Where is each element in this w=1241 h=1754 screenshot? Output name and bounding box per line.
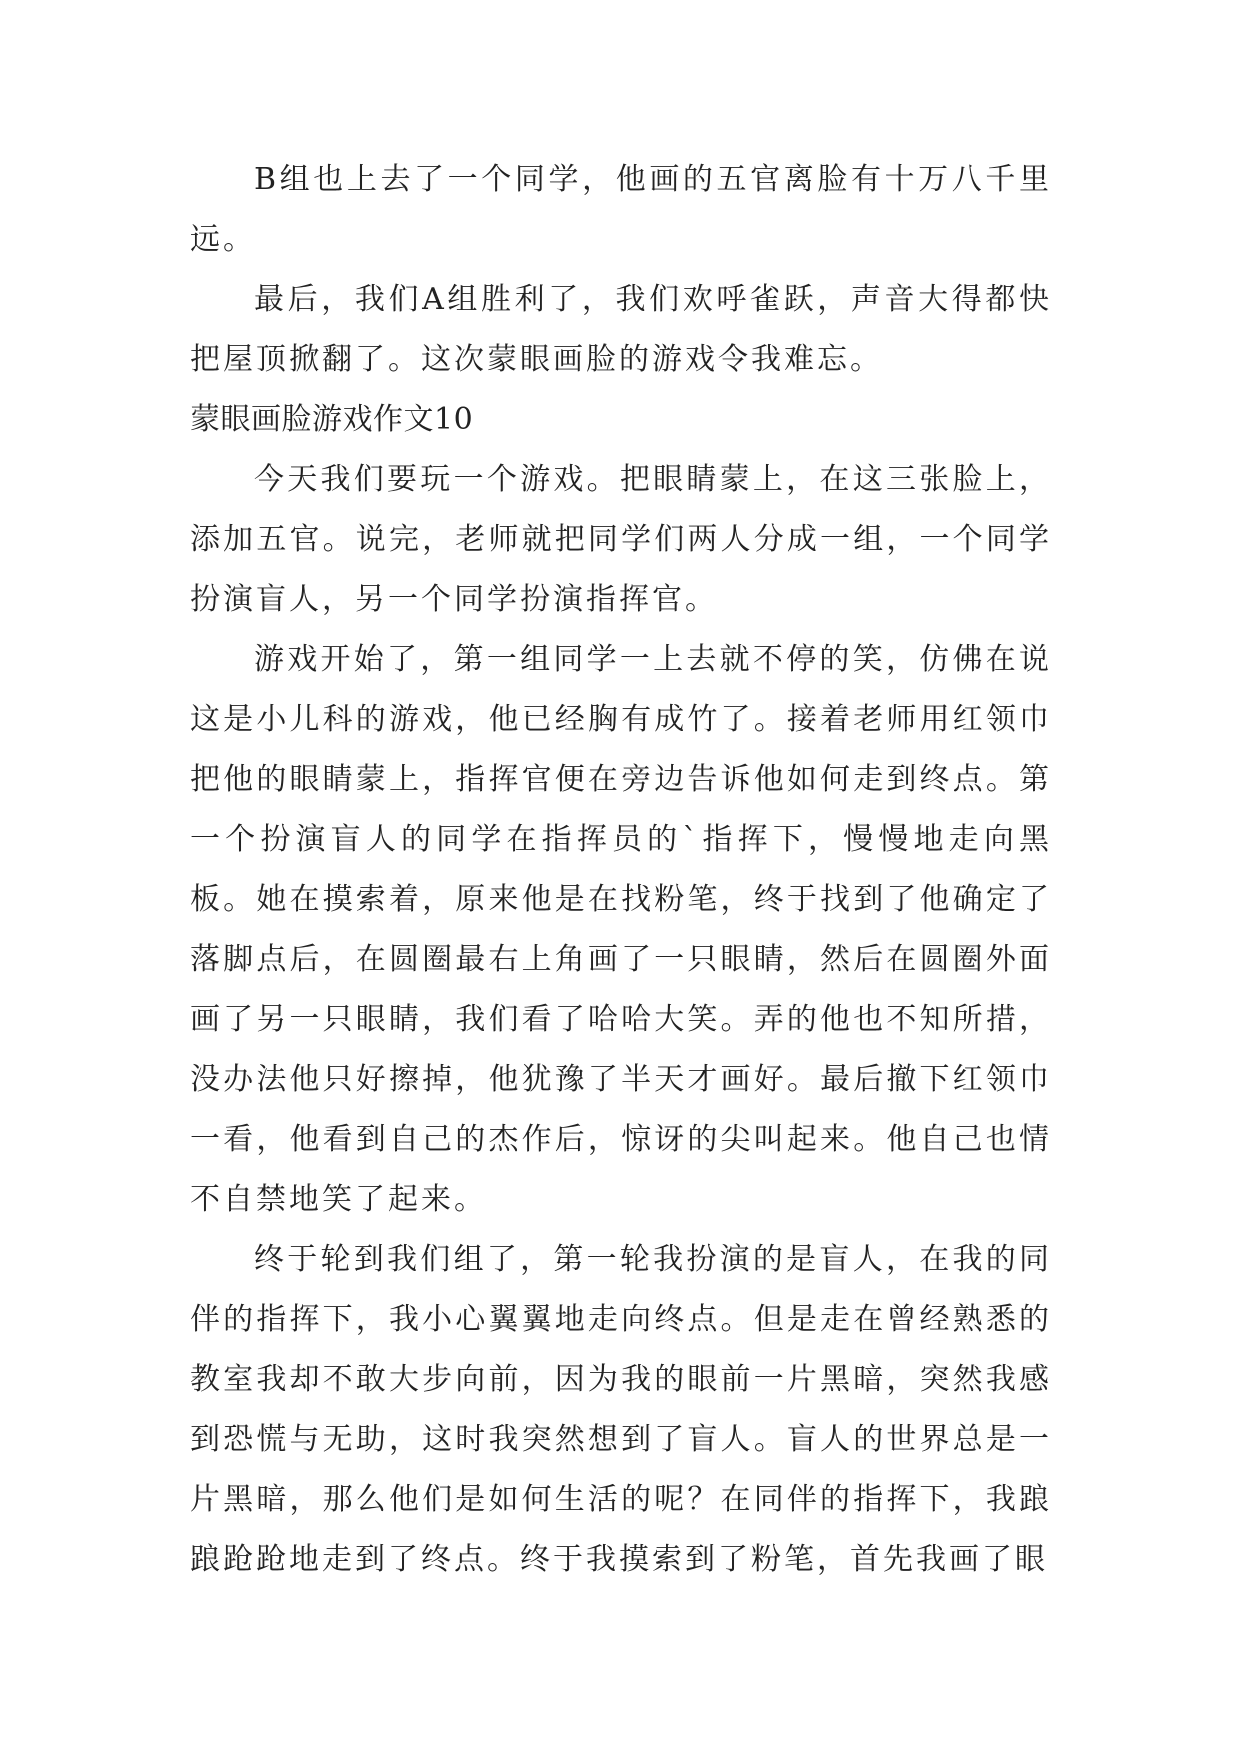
document-body — [190, 150, 1052, 1590]
paragraph-b-group: B组也上去了一个同学，他画的五官离脸有十万八千里远。 — [190, 162, 1052, 257]
paragraph-first-group: 游戏开始了，第一组同学一上去就不停的笑，仿佛在说这是小儿科的游戏，他已经胸有成竹了。接着老师用红领巾把他的眼睛蒙上，指挥官便在旁边告诉他如何走到终点。第一个扮演盲人的同学在指挥员的`指挥下，慢慢地走向黑板。她在摸索着，原来他是在找粉笔，终于找到了他确定了落脚点后，在圆圈最右上角画了一只眼睛，然后在圆圈外面画了另一只眼睛，我们看了哈哈大笑。弄的他也不知所措，没办法他只好擦掉，他犹豫了半天才画好。最后撤下红领巾一看，他看到自己的杰作后，惊讶的尖叫起来。他自己也情不自禁地笑了起来。 — [190, 642, 1052, 1217]
paragraph-a-group-wins: 最后，我们A组胜利了，我们欢呼雀跃，声音大得都快把屋顶掀翻了。这次蒙眼画脸的游戏令我难忘。 — [190, 282, 1052, 377]
paragraph-our-turn: 终于轮到我们组了，第一轮我扮演的是盲人，在我的同伴的指挥下，我小心翼翼地走向终点。但是走在曾经熟悉的教室我却不敢大步向前，因为我的眼前一片黑暗，突然我感到恐慌与无助，这时我突然想到了盲人。盲人的世界总是一片黑暗，那么他们是如何生活的呢？在同伴的指挥下，我踉踉跄跄地走到了终点。终于我摸索到了粉笔，首先我画了眼 — [190, 1242, 1052, 1577]
essay-heading: 蒙眼画脸游戏作文10 — [190, 402, 474, 437]
paragraph-game-intro: 今天我们要玩一个游戏。把眼睛蒙上，在这三张脸上，添加五官。说完，老师就把同学们两人分成一组，一个同学扮演盲人，另一个同学扮演指挥官。 — [190, 462, 1052, 617]
